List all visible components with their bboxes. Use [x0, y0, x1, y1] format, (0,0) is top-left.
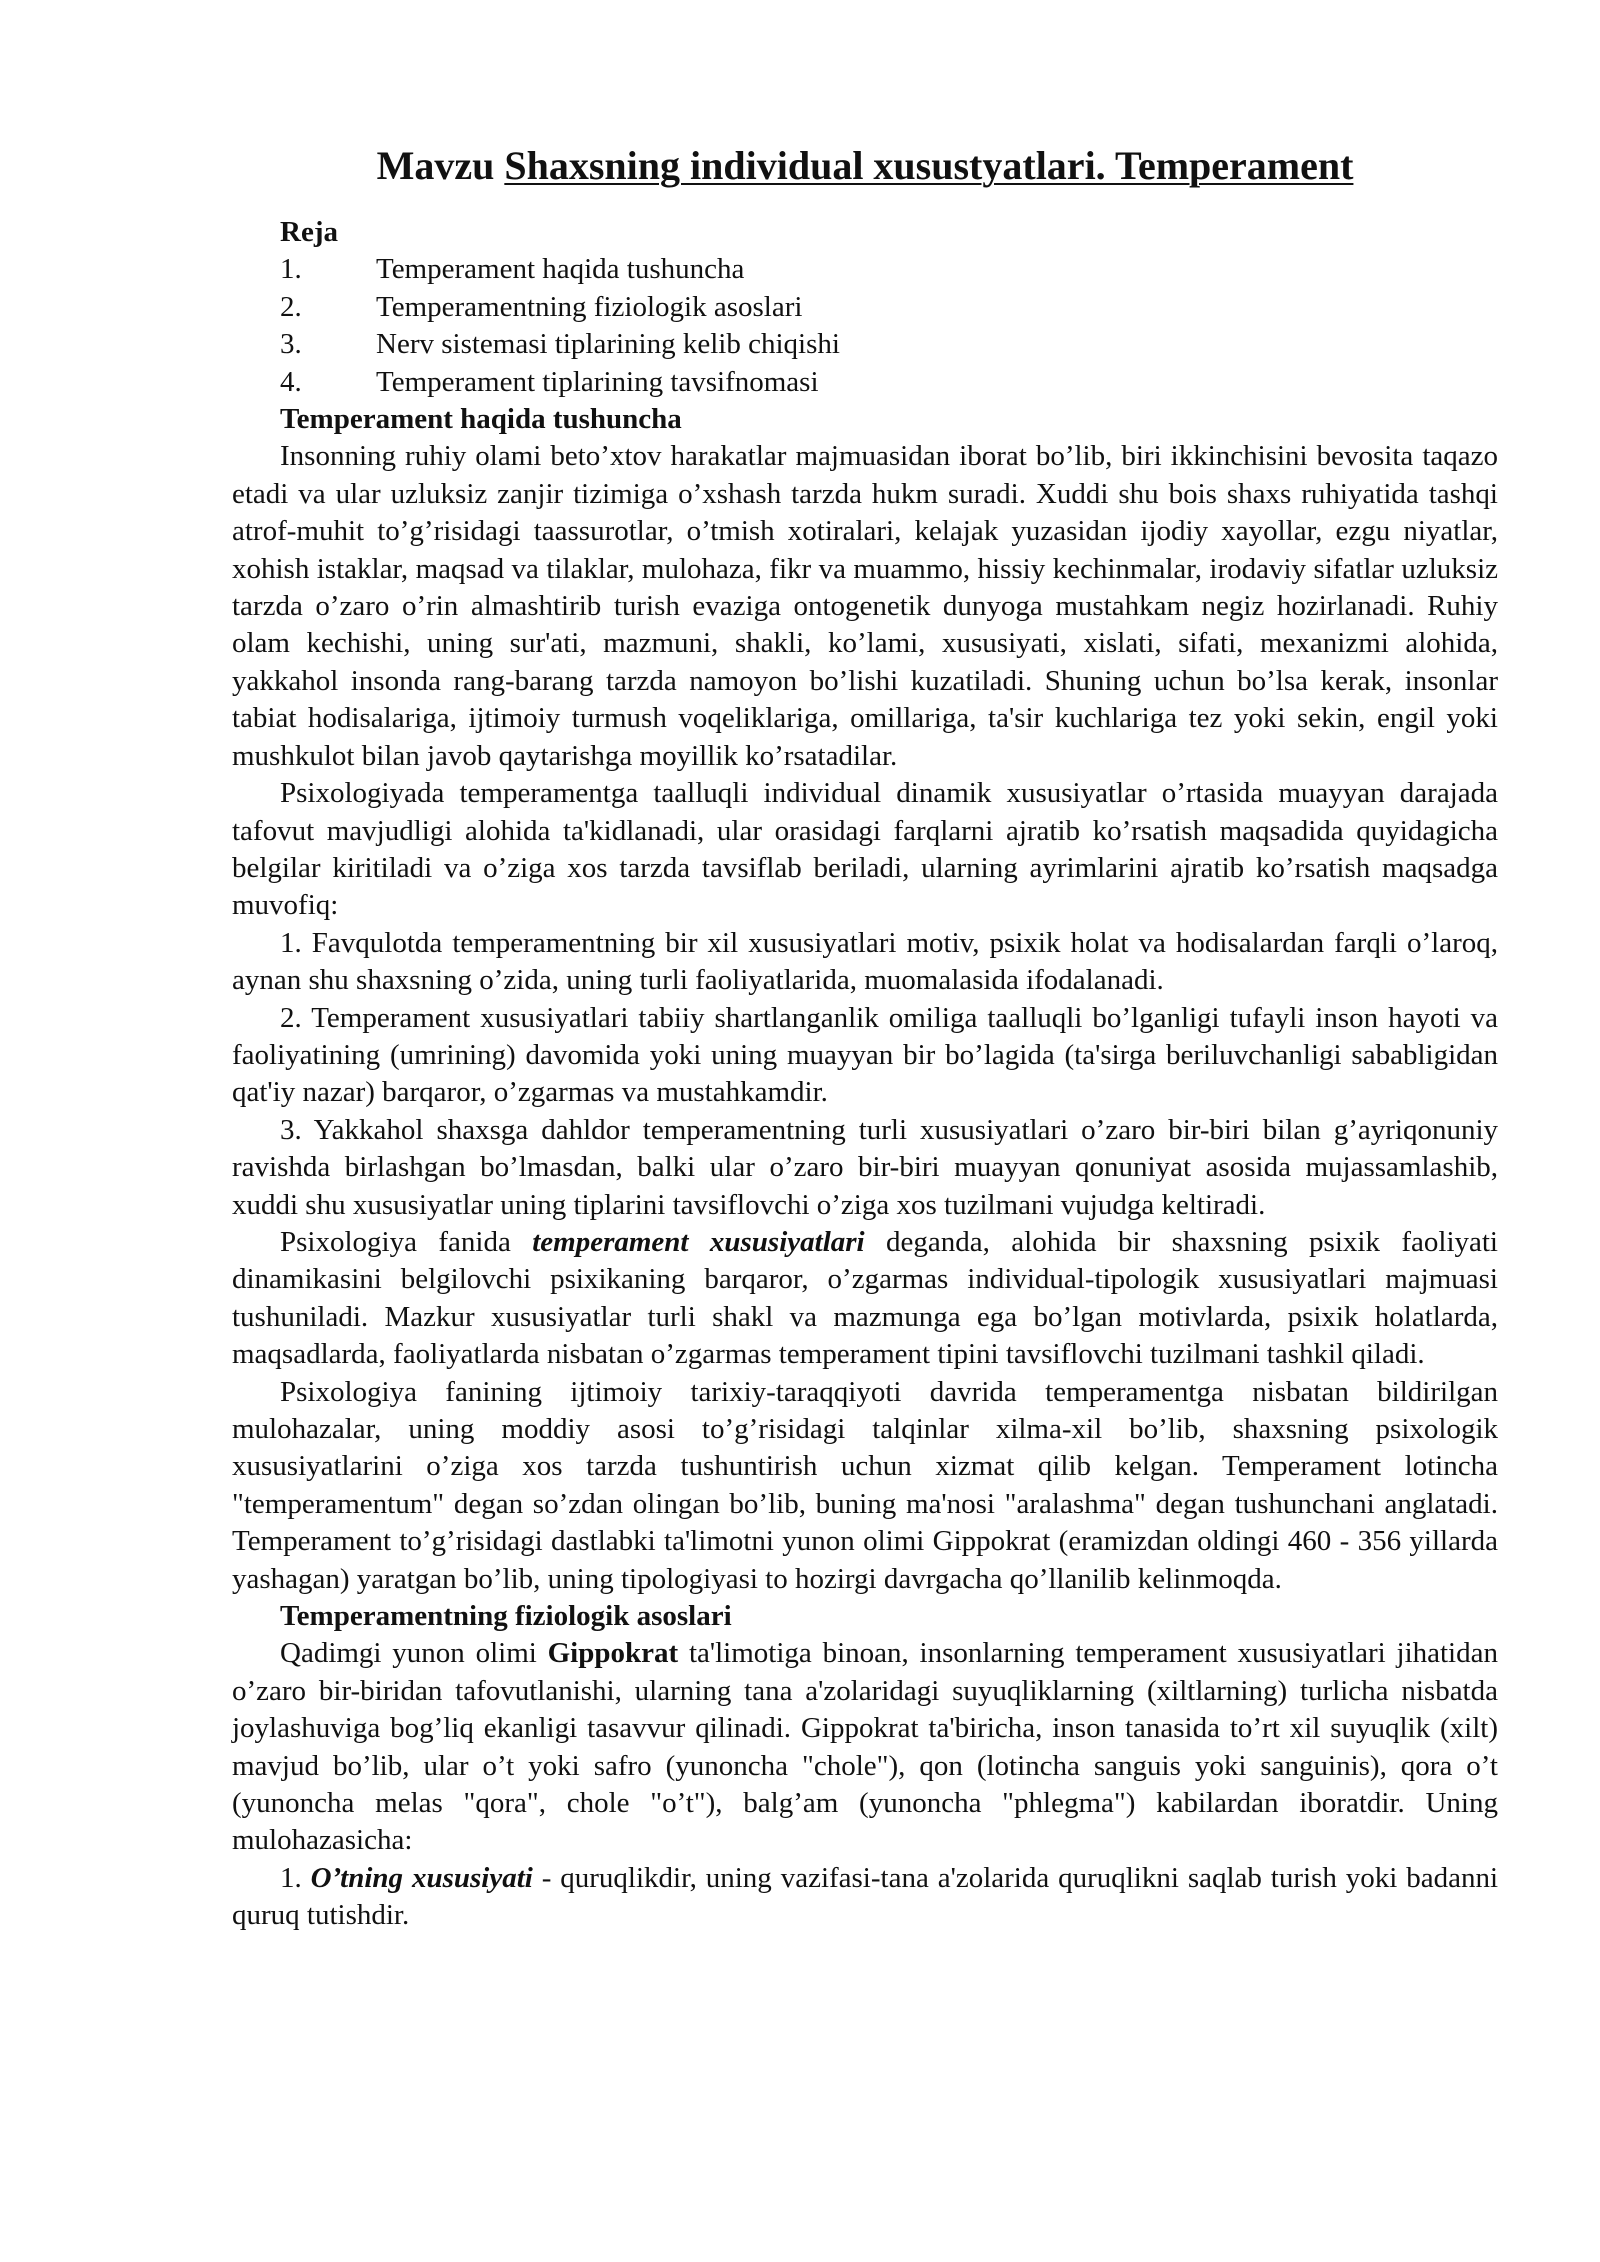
plan-item — [232, 364, 1498, 401]
paragraph: 2. Temperament xususiyatlari tabiiy shartlanganlik omiliga taalluqli bo’lganligi tufayli inson hayoti va faoliyatining (umrining) davomida yoki uning muayyan bir bo’lagida (ta'sirga beriluvchanligi sababligidan qat'iy nazar) barqaror, o’zgarmas va mustahkamdir. — [232, 1001, 1498, 1109]
title-prefix: Mavzu — [376, 143, 495, 188]
paragraph: 1. Favqulotda temperamentning bir xil xususiyatlari motiv, psixik holat va hodisalardan farqli o’laroq, aynan shu shaxsning o’zida, uning turli faoliyatlarida, muomalasida ifodalanadi. — [232, 926, 1498, 997]
bold-name: Gippokrat — [547, 1637, 679, 1670]
paragraph-text: deganda, alohida bir shaxsning psixik faoliyati dinamikasini belgilovchi psixikaning barqaror, o’zgarmas individual-tipologik xususiyatlari majmuasi tushuniladi. Mazkur xususiyatlar turli shakl va mazmunga ega bo’lgan motivlarda, psixik holatlarda, maqsadlarda, faoliyatlarda nisbatan o’zgarmas temperament tipini tavsiflovchi tuzilmani tashkil qiladi. — [232, 1225, 1498, 1371]
section-heading-temperament: Temperament haqida tushuncha — [280, 403, 682, 436]
document-page — [232, 140, 1498, 1935]
plan-list — [232, 251, 1498, 401]
plan-item-number: 4. — [280, 365, 302, 398]
paragraph — [232, 1860, 1498, 1935]
plan-item-number: 3. — [280, 328, 302, 361]
emphasized-term: O’tning xususiyati — [310, 1861, 533, 1894]
plan-item — [232, 289, 1498, 326]
paragraph — [232, 1224, 1498, 1374]
plan-item-text: Temperament haqida tushuncha — [376, 253, 745, 286]
plan-item-text: Temperament tiplarining tavsifnomasi — [376, 365, 819, 398]
section-heading-physiology: Temperamentning fiziologik asoslari — [280, 1600, 732, 1633]
plan-item-number: 1. — [280, 253, 302, 286]
plan-item — [232, 326, 1498, 363]
plan-item-text: Temperamentning fiziologik asoslari — [376, 290, 803, 323]
paragraph: Psixologiyada temperamentga taalluqli individual dinamik xususiyatlar o’rtasida muayyan darajada tafovut mavjudligi alohida ta'kidlanadi, ular orasidagi farqlarni ajratib ko’rsatish maqsadida quyidagicha belgilar kiritiladi va o’ziga xos tarzda tavsiflab beriladi, ularning ayrimlarini ajratib ko’rsatish maqsadga muvofiq: — [232, 777, 1498, 922]
paragraph: Insonning ruhiy olami beto’xtov harakatlar majmuasidan iborat bo’lib, biri ikkinchisini bevosita taqazo etadi va ular uzluksiz zanjir tizimiga o’xshash tarzda hukm suradi. Xuddi shu bois shaxs ruhiyatida tashqi atrof-muhit to’g’risidagi taassurotlar, o’tmish xotiralari, kelajak yuzasidan ijodiy xayollar, ezgu niyatlar, xohish istaklar, maqsad va tilaklar, mulohaza, fikr va muammo, hissiy kechinmalar, irodaviy sifatlar uzluksiz tarzda o’zaro o’rin almashtirib turish evaziga ontogenetik dunyoga mustahkam negiz hozirlanadi. Ruhiy olam kechishi, uning sur'ati, mazmuni, shakli, ko’lami, xususiyati, xislati, sifati, mexanizmi alohida, yakkahol insonda rang-barang tarzda namoyon bo’lishi kuzatiladi. Shuning uchun bo’lsa kerak, insonlar tabiat hodisalariga, ijtimoiy turmush voqeliklariga, omillariga, ta'sir kuchlariga tez yoki sekin, engil yoki mushkulot bilan javob qaytarishga moyillik ko’rsatadilar. — [232, 440, 1498, 772]
paragraph-text: - quruqlikdir, uning vazifasi-tana a'zolarida quruqlikni saqlab turish yoki badanni quruq tutishdir. — [232, 1861, 1499, 1932]
emphasized-term: temperament xususiyatlari — [532, 1225, 865, 1258]
plan-item-number: 2. — [280, 290, 302, 323]
paragraph — [232, 1635, 1498, 1859]
plan-heading: Reja — [280, 216, 338, 248]
paragraph-text: ta'limotiga binoan, insonlarning temperament xususiyatlari jihatidan o’zaro bir-biridan tafovutlanishi, ularning tana a'zolaridagi suyuqliklarning (xiltlarning) turlicha nisbatda joylashuviga bog’liq ekanligi tasavvur qilinadi. Gippokrat ta'biricha, inson tanasida to’rt xil suyuqlik (xilt) mavjud bo’lib, ular o’t yoki safro (yunoncha "chole"), qon (lotincha sanguis yoki sanguinis), qora o’t (yunoncha melas "qora", chole "o’t"), balg’am (yunoncha "phlegma") kabilardan iboratdir. Uning mulohazasicha: — [232, 1637, 1498, 1857]
paragraph-text: Psixologiya fanida — [280, 1225, 533, 1258]
plan-item-text: Nerv sistemasi tiplarining kelib chiqishi — [376, 328, 840, 361]
document-title — [232, 140, 1498, 192]
title-topic: Shaxsning individual xusustyatlari. Temperament — [504, 143, 1354, 188]
paragraph: Psixologiya fanining ijtimoiy tarixiy-taraqqiyoti davrida temperamentga nisbatan bildirilgan mulohazalar, uning moddiy asosi to’g’risidagi talqinlar xilma-xil bo’lib, shaxsning psixologik xususiyatlarini o’ziga xos tarzda tushuntirish uchun xizmat qilib kelgan. Temperament lotincha "temperamentum" degan so’zdan olingan bo’lib, buning ma'nosi "aralashma" degan tushunchani anglatadi. Temperament to’g’risidagi dastlabki ta'limotni yunon olimi Gippokrat (eramizdan oldingi 460 - 356 yillarda yashagan) yaratgan bo’lib, uning tipologiyasi to hozirgi davrgacha qo’llanilib kelinmoqda. — [232, 1375, 1498, 1595]
plan-item — [232, 251, 1498, 288]
paragraph-text: Qadimgi yunon olimi — [280, 1637, 548, 1670]
paragraph: 3. Yakkahol shaxsga dahldor temperamentning turli xususiyatlari o’zaro bir-biri bilan g’ayriqonuniy ravishda birlashgan bo’lmasdan, balki ular o’zaro bir-biri muayyan qonuniyat asosida mujassamlashib, xuddi shu xususiyatlar uning tiplarini tavsiflovchi o’ziga xos tuzilmani vujudga keltiradi. — [232, 1113, 1498, 1221]
paragraph-number: 1. — [280, 1861, 311, 1894]
